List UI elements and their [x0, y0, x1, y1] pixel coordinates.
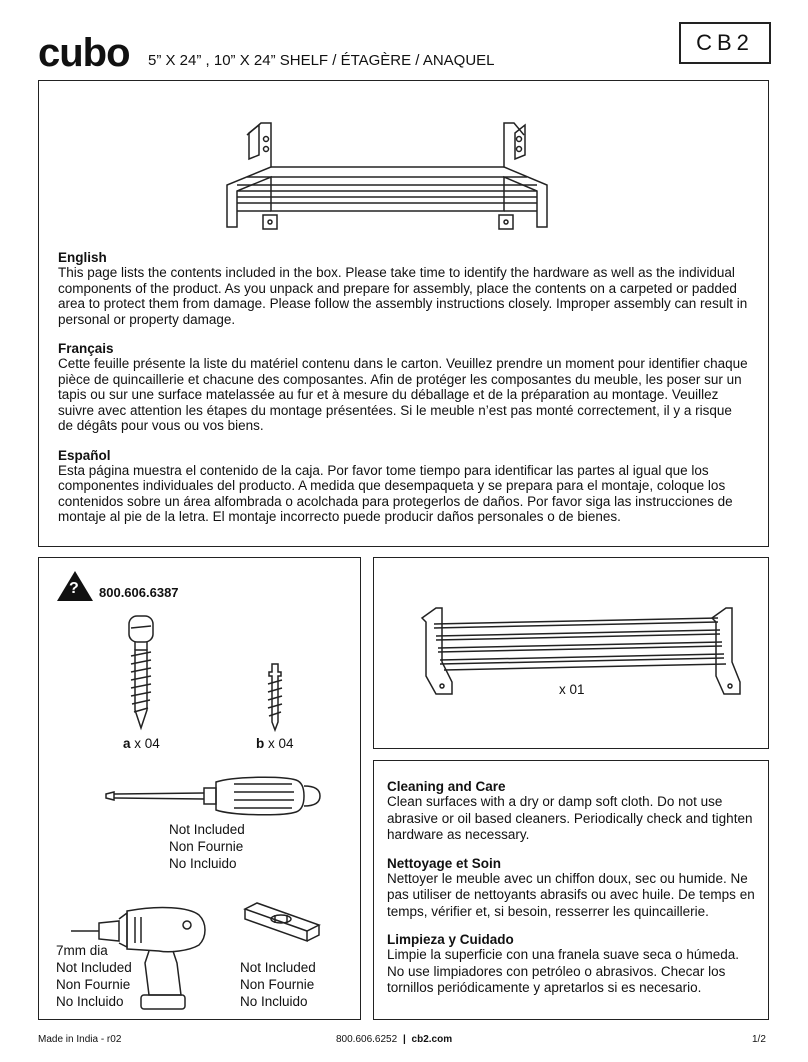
wall-anchor-icon — [263, 662, 287, 732]
intro-text-en: This page lists the contents included in the box. Please take time to identify the hardware as well as the individual components of the product. As you unpack and prepare for assembly, place the contents on a carpeted or padded area to protect them from damage. Please follow the assembly instructions closely. Improper assembly can result in personal or property damage. — [58, 265, 748, 327]
intro-text-es: Esta página muestra el contenido de la caja. Por favor tome tiempo para identificar las partes al igual que los componentes individuales del producto. A medida que desempaqueta y se prepara para el montaje, coloque los contenidos sobre un área alfombrada o acolchada para protegerlos de daños. Por favor siga las instrucciones de montaje al pie de la letra. El montaje incorrecto puede producir daños personales o de bienes. — [58, 462, 733, 524]
hardware-box — [38, 557, 361, 1020]
care-text-es: Limpie la superficie con una franela suave seca o húmeda. No use limpiadores con petróleo o abrasivos. Checar los tornillos periódicamente y apretarlos si es necesario. — [387, 947, 739, 995]
level-note-fr: Non Fournie — [240, 977, 315, 992]
footer-origin: Made in India - r02 — [38, 1034, 122, 1045]
intro-heading-en: English — [58, 250, 107, 265]
part-a-letter: a — [123, 736, 131, 751]
intro-box — [38, 80, 769, 547]
intro-text — [58, 250, 748, 539]
drill-size: 7mm dia — [56, 943, 108, 958]
care-text-fr: Nettoyer le meuble avec un chiffon doux, sec ou humide. Ne pas utiliser de nettoyants abrasifs ou avec huile. De temps en temps, vérifier et, si besoin, resserrer les quincaillerie. — [387, 870, 755, 919]
intro-heading-es: Español — [58, 447, 111, 463]
care-heading-es: Limpieza y Cuidado — [387, 932, 514, 947]
shelf-qty: x 01 — [559, 682, 585, 697]
footer-separator: | — [402, 1034, 406, 1045]
care-text-en: Clean surfaces with a dry or damp soft cloth. Do not use abrasive or oil based cleaners. Periodically check and tighten hardware as necessary. — [387, 794, 753, 842]
level-note — [240, 959, 316, 1010]
drill-note-en: Not Included — [56, 960, 132, 975]
part-a-label — [123, 735, 160, 752]
screwdriver-note — [169, 821, 245, 872]
lag-screw-icon — [121, 614, 161, 734]
screwdriver-note-fr: Non Fournie — [169, 839, 244, 854]
part-b-letter: b — [256, 736, 265, 751]
level-note-en: Not Included — [240, 960, 316, 975]
shelf-box — [373, 557, 769, 749]
brand-name: cubo — [38, 31, 130, 75]
footer-contact — [336, 1034, 452, 1045]
help-symbol: ? — [69, 580, 79, 597]
screwdriver-note-es: No Incluido — [169, 856, 237, 871]
part-b-label — [256, 735, 294, 752]
care-text — [387, 779, 759, 1009]
care-heading-en: Cleaning and Care — [387, 779, 506, 794]
level-note-es: No Incluido — [240, 994, 308, 1009]
cb2-logo: CB2 — [679, 22, 771, 64]
screwdriver-icon — [104, 772, 334, 822]
footer-page-number: 1/2 — [752, 1034, 766, 1045]
footer-site-link[interactable]: cb2.com — [411, 1034, 453, 1045]
intro-heading-fr: Français — [58, 341, 114, 356]
shelf-front-illustration — [219, 115, 559, 235]
care-heading-fr: Nettoyage et Soin — [387, 855, 502, 871]
part-a-qty: x 04 — [134, 736, 160, 751]
help-phone: 800.606.6387 — [99, 585, 179, 600]
part-b-qty: x 04 — [268, 736, 294, 751]
level-tool-icon — [233, 901, 323, 951]
screwdriver-note-en: Not Included — [169, 822, 245, 837]
drill-note-es: No Incluido — [56, 994, 124, 1009]
drill-note-fr: Non Fournie — [56, 977, 131, 992]
intro-text-fr: Cette feuille présente la liste du matériel contenu dans le carton. Veuillez prendre un moment pour identifier chaque pièce de quincaillerie et chacune des composantes. Afin de protéger les composantes du meuble, les poser sur un tapis ou sur une surface matelassée au fur et à mesure du déballage et de la préparation au montage. Veuillez suivre avec attention les étapes du montage présentées. Si le meuble n’est pas monté correctement, il y a risque de dégâts pour vous ou vos biens. — [58, 356, 748, 433]
drill-note — [56, 942, 132, 1010]
product-subtitle: 5” X 24” , 10” X 24” SHELF / ÉTAGÈRE / ANAQUEL — [148, 52, 495, 69]
care-box — [373, 760, 769, 1020]
footer-phone: 800.606.6252 — [336, 1034, 398, 1045]
